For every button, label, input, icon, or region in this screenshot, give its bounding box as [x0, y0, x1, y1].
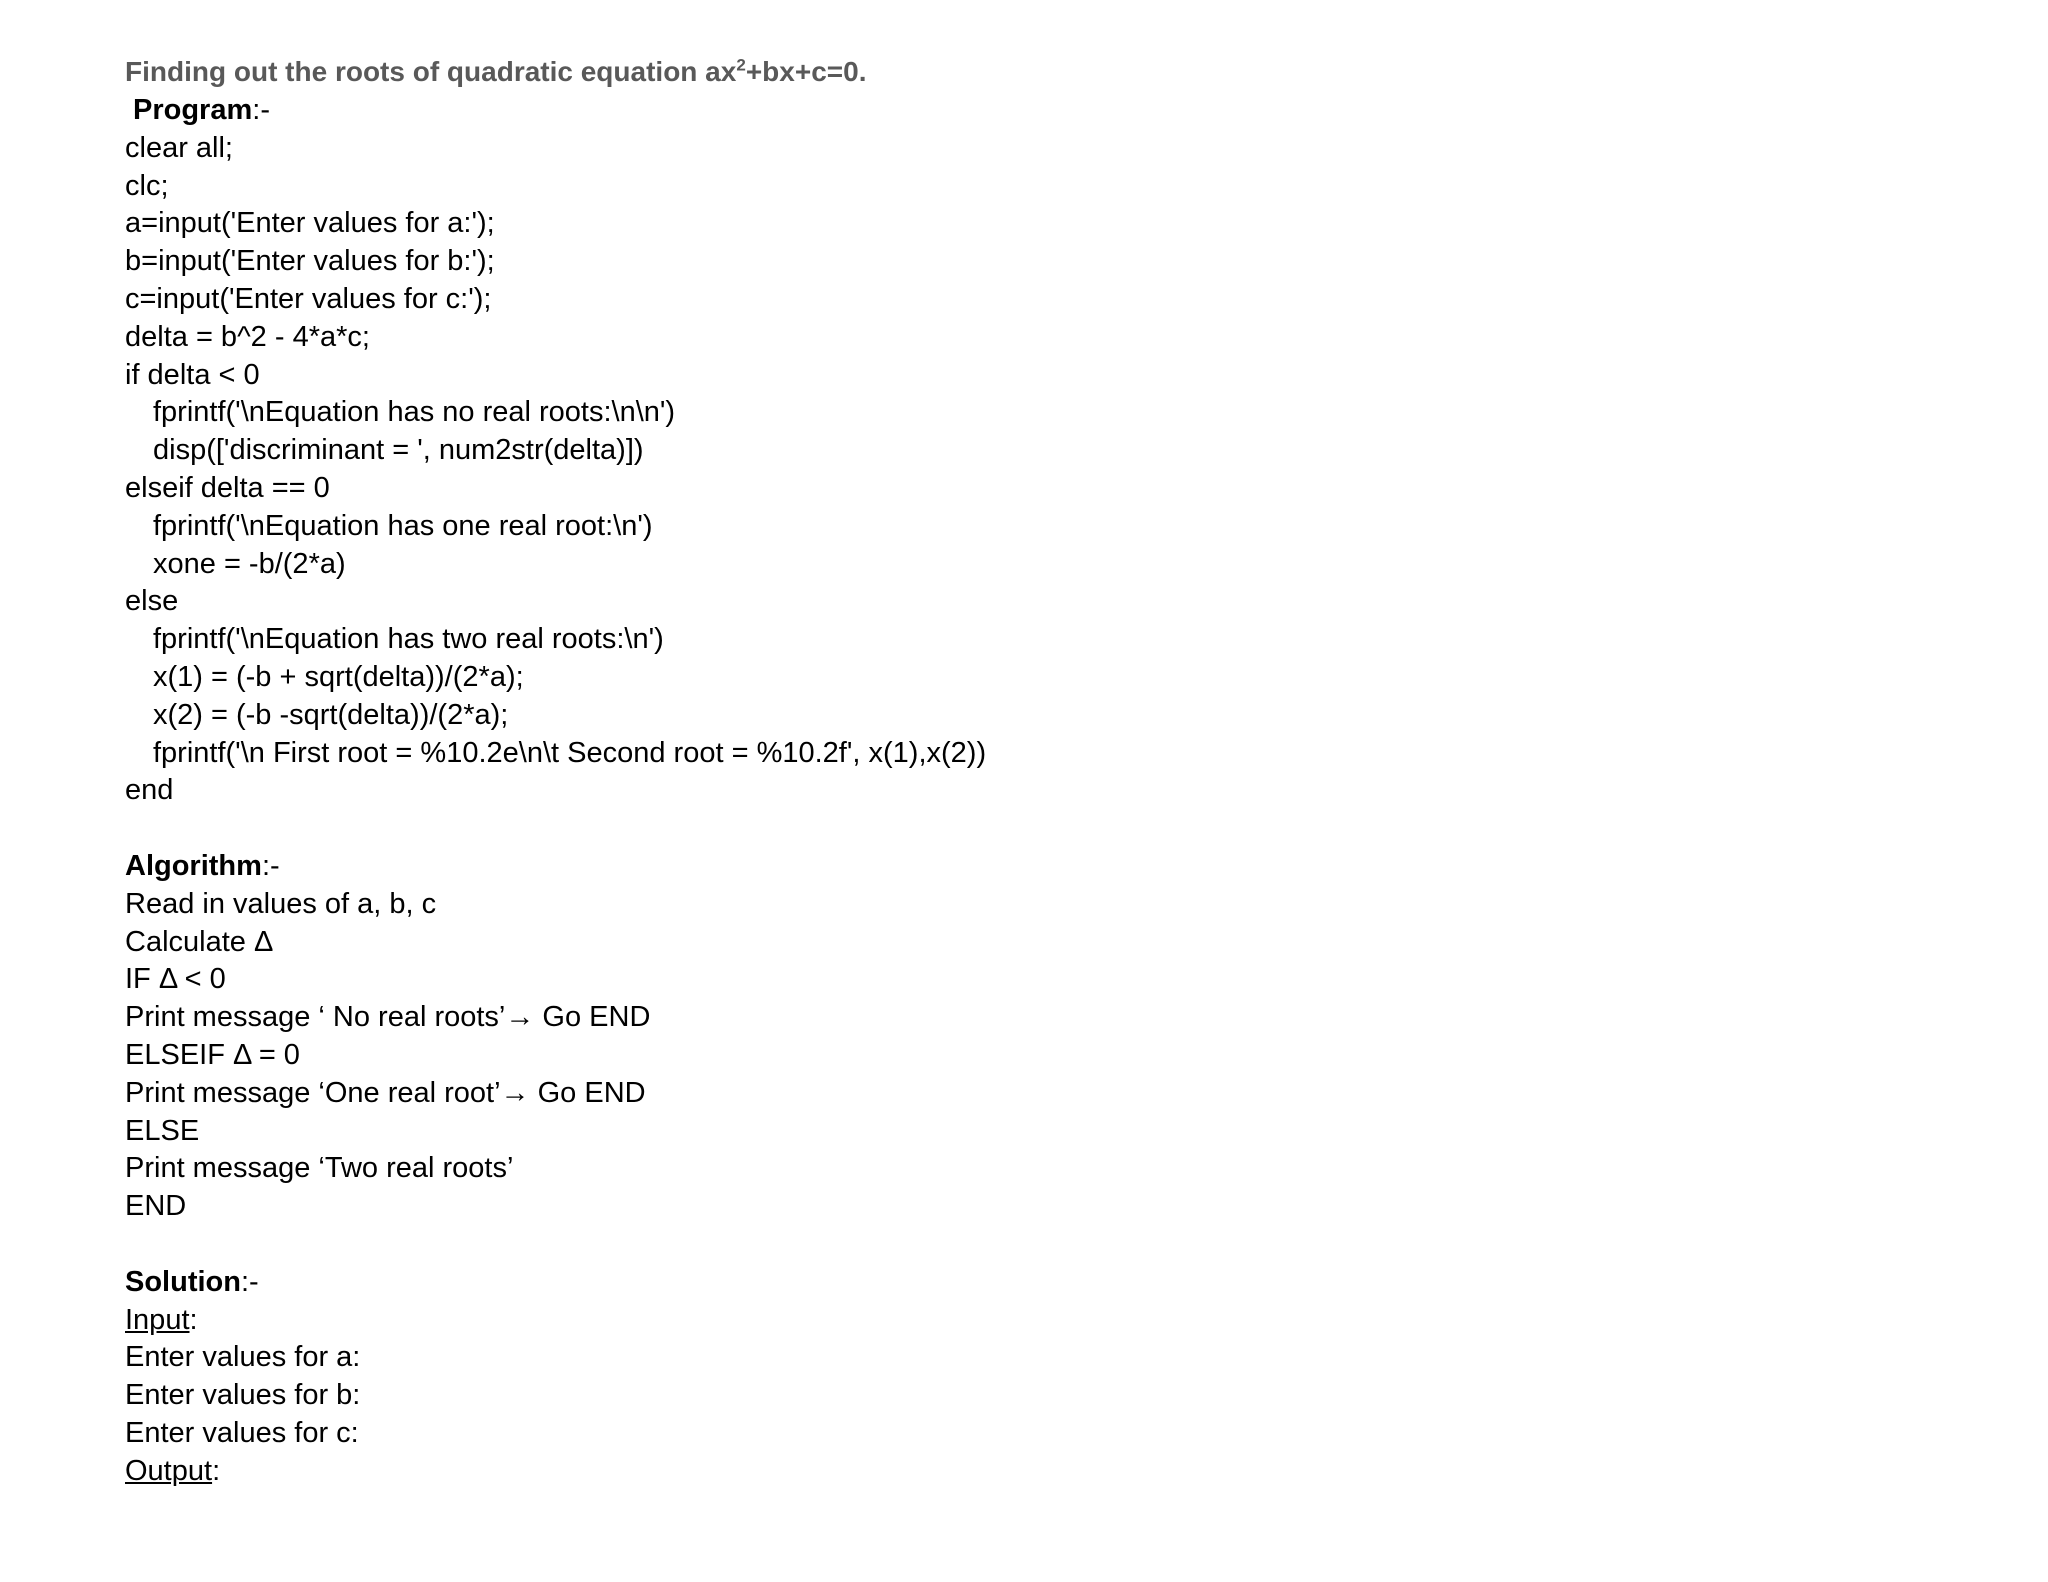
algorithm-step: IF Δ < 0: [125, 963, 226, 996]
input-prompt-line: Enter values for c:: [125, 1416, 359, 1449]
code-line: disp(['discriminant = ', num2str(delta)]): [153, 434, 644, 467]
document-title: [125, 52, 1925, 92]
input-prompts: [125, 1339, 1925, 1452]
title-text-end: +bx+c=0.: [745, 56, 867, 87]
spacer: [125, 1226, 1925, 1264]
code-line: fprintf('\nEquation has two real roots:\n'): [153, 623, 664, 656]
solution-label: Solution: [125, 1265, 241, 1298]
algorithm-step: ELSEIF Δ = 0: [125, 1038, 300, 1071]
title-text: Finding out the roots of quadratic equation a: [125, 56, 721, 87]
input-label: Input: [125, 1303, 190, 1336]
title-variable: x: [720, 56, 737, 87]
algorithm-step: END: [125, 1190, 187, 1223]
code-line: a=input('Enter values for a:');: [125, 207, 495, 240]
document-page: [125, 52, 1925, 1490]
code-line: if delta < 0: [125, 358, 260, 391]
input-heading: [125, 1302, 1925, 1340]
program-label: Program: [133, 94, 253, 126]
code-line: clc;: [125, 169, 169, 202]
code-line: delta = b^2 - 4*a*c;: [125, 320, 370, 353]
code-line: x(1) = (-b + sqrt(delta))/(2*a);: [153, 660, 524, 693]
code-line: clear all;: [125, 131, 233, 164]
solution-suffix: :-: [240, 1265, 259, 1298]
code-line: b=input('Enter values for b:');: [125, 245, 495, 278]
algorithm-label: Algorithm: [125, 849, 262, 882]
algorithm-step: Print message ‘One real root’→ Go END: [125, 1076, 646, 1109]
program-code: [125, 130, 1925, 810]
algorithm-step: Read in values of a, b, c: [125, 887, 437, 920]
program-heading: [125, 92, 1925, 130]
code-line: fprintf('\nEquation has one real root:\n'): [153, 509, 653, 542]
algorithm-step: ELSE: [125, 1114, 200, 1147]
input-prompt-line: Enter values for b:: [125, 1379, 361, 1412]
output-heading: [125, 1453, 1925, 1491]
output-suffix: :: [212, 1454, 221, 1487]
algorithm-step: Calculate Δ: [125, 925, 274, 958]
algorithm-heading: [125, 848, 1925, 886]
code-line: x(2) = (-b -sqrt(delta))/(2*a);: [153, 698, 509, 731]
code-line: xone = -b/(2*a): [153, 547, 346, 580]
algorithm-suffix: :-: [261, 849, 280, 882]
algorithm-step: Print message ‘ No real roots’→ Go END: [125, 1001, 651, 1034]
solution-heading: [125, 1264, 1925, 1302]
algorithm-step: Print message ‘Two real roots’: [125, 1152, 514, 1185]
title-exponent: 2: [736, 55, 746, 75]
code-line: fprintf('\nEquation has no real roots:\n\n'): [153, 396, 676, 429]
code-line: c=input('Enter values for c:');: [125, 282, 492, 315]
spacer: [125, 810, 1925, 848]
code-line: fprintf('\n First root = %10.2e\n\t Second root = %10.2f', x(1),x(2)): [153, 736, 987, 769]
input-suffix: :: [189, 1303, 198, 1336]
program-suffix: :-: [252, 94, 270, 126]
input-prompt-line: Enter values for a:: [125, 1341, 361, 1374]
code-line: else: [125, 585, 179, 618]
algorithm-steps: [125, 886, 1925, 1226]
output-label: Output: [125, 1454, 213, 1487]
code-line: elseif delta == 0: [125, 471, 330, 504]
code-line: end: [125, 774, 174, 807]
